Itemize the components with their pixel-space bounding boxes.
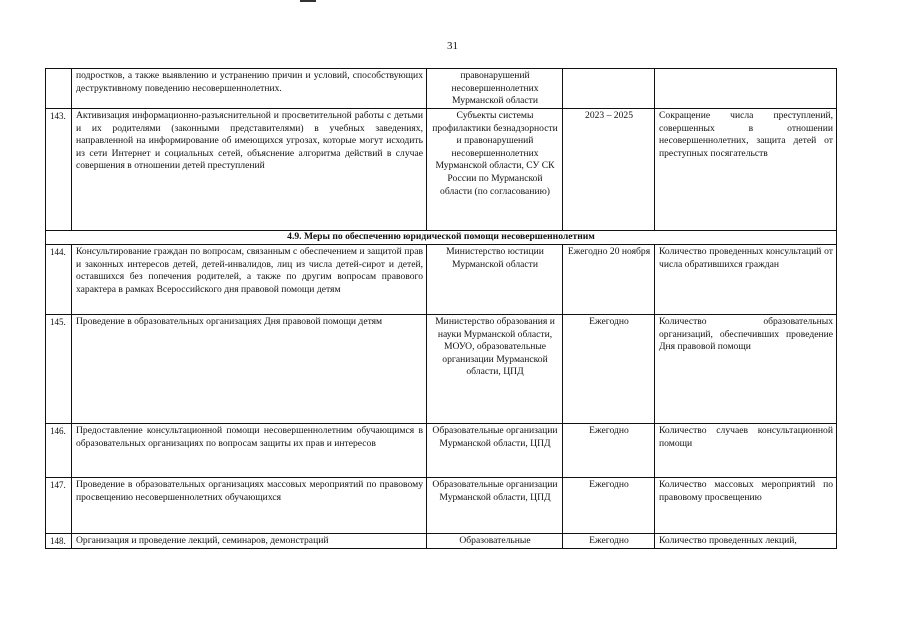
- measure-result: Количество образовательных организаций, обеспечивших проведение Дня правовой помощи: [655, 315, 837, 424]
- table-row: [46, 245, 837, 315]
- page-number: 31: [447, 40, 458, 52]
- measure-executor: Министерство юстиции Мурманской области: [427, 245, 563, 315]
- measure-description: Консультирование граждан по вопросам, связанным с обеспечением и защитой прав и законных интересов детей, детей-инвалидов, лиц из числа детей-сирот и детей, оставшихся без попечения родителей, а также по другим вопросам правового характера в рамках Всероссийского дня правовой помощи детям: [72, 245, 427, 315]
- measures-table: [45, 68, 837, 549]
- measure-description: Активизация информационно-разъяснительной и просветительной работы с детьми и их родителями (законными представителями) в учебных заведениях, направленной на информирование об имеющихся угрозах, которые могут исходить из сети Интернет и социальных сетей, объяснение алгоритма действий в случае совершения в отношении детей преступлений: [72, 109, 427, 231]
- measure-description: Предоставление консультационной помощи несовершеннолетним обучающимся в образовательных организациях по вопросам защиты их прав и интересов: [72, 424, 427, 478]
- measure-executor: правонарушений несовершеннолетних Мурманской области: [427, 69, 563, 109]
- section-heading: 4.9. Меры по обеспечению юридической помощи несовершеннолетним: [46, 231, 837, 245]
- measure-result: Количество массовых мероприятий по правовому просвещению: [655, 478, 837, 534]
- measure-executor: Субъекты системы профилактики безнадзорности и правонарушений несовершеннолетних Мурманской области, СУ СК России по Мурманской области (по согласованию): [427, 109, 563, 231]
- measure-result: Количество проведенных консультаций от числа обратившихся граждан: [655, 245, 837, 315]
- measure-description: Проведение в образовательных организациях массовых мероприятий по правовому просвещению несовершеннолетних обучающихся: [72, 478, 427, 534]
- table-row: [46, 424, 837, 478]
- measure-executor: Образовательные организации Мурманской области, ЦПД: [427, 478, 563, 534]
- measure-executor: Образовательные: [427, 534, 563, 549]
- row-number: 146.: [46, 424, 72, 478]
- table-row: [46, 478, 837, 534]
- measure-term: Ежегодно: [563, 534, 655, 549]
- row-number: 145.: [46, 315, 72, 424]
- row-number: 144.: [46, 245, 72, 315]
- table-row: [46, 69, 837, 109]
- section-heading-row: [46, 231, 837, 245]
- measure-term: Ежегодно 20 ноября: [563, 245, 655, 315]
- measure-result: [655, 69, 837, 109]
- table-row: [46, 534, 837, 549]
- measure-result: Количество случаев консультационной помощи: [655, 424, 837, 478]
- measure-term: [563, 69, 655, 109]
- measure-result: Сокращение числа преступлений, совершенных в отношении несовершеннолетних, защита детей от преступных посягательств: [655, 109, 837, 231]
- row-number: 147.: [46, 478, 72, 534]
- measure-description: Организация и проведение лекций, семинаров, демонстраций: [72, 534, 427, 549]
- measure-description: Проведение в образовательных организациях Дня правовой помощи детям: [72, 315, 427, 424]
- measure-executor: Образовательные организации Мурманской области, ЦПД: [427, 424, 563, 478]
- measure-description: подростков, а также выявлению и устранению причин и условий, способствующих деструктивному поведению несовершеннолетних.: [72, 69, 427, 109]
- measure-term: Ежегодно: [563, 424, 655, 478]
- measure-result: Количество проведенных лекций,: [655, 534, 837, 549]
- measure-term: Ежегодно: [563, 315, 655, 424]
- measure-executor: Министерство образования и науки Мурманской области, МОУО, образовательные организации Мурманской области, ЦПД: [427, 315, 563, 424]
- table-row: [46, 109, 837, 231]
- row-number: [46, 69, 72, 109]
- row-number: 148.: [46, 534, 72, 549]
- scan-mark: [300, 0, 316, 2]
- measure-term: 2023 – 2025: [563, 109, 655, 231]
- table-row: [46, 315, 837, 424]
- row-number: 143.: [46, 109, 72, 231]
- measure-term: Ежегодно: [563, 478, 655, 534]
